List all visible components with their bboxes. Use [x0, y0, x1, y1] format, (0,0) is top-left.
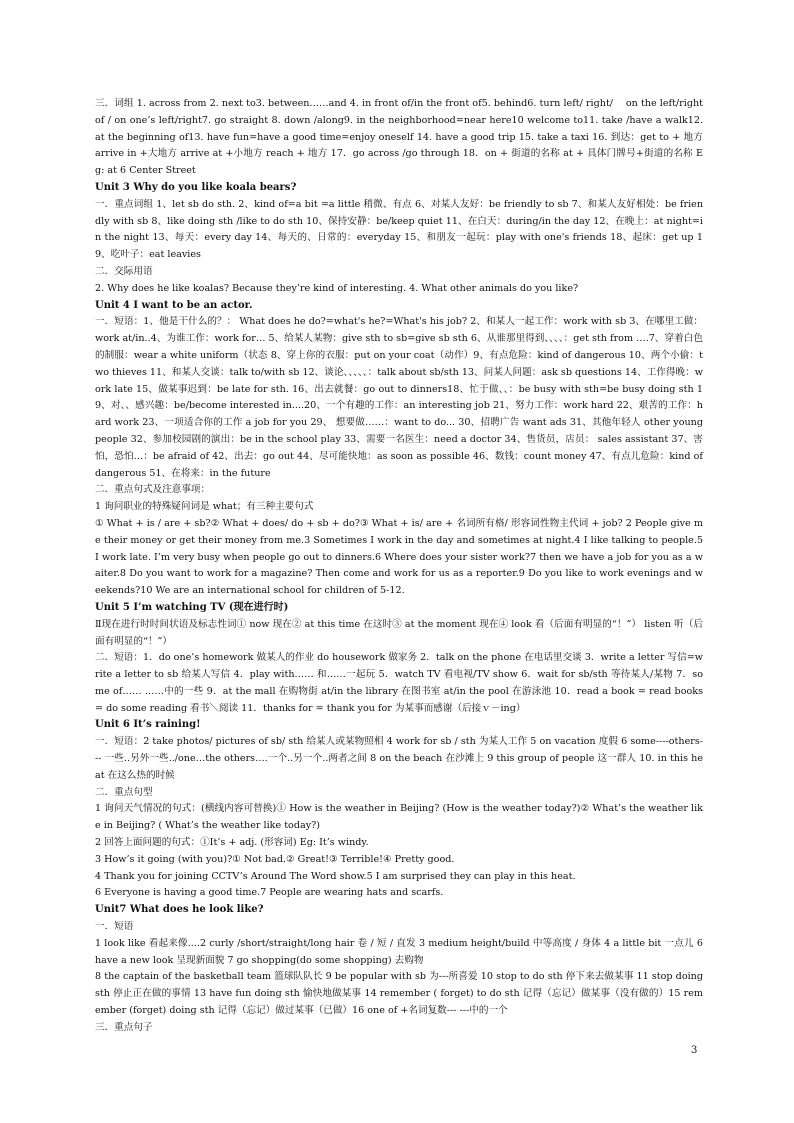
paragraph: ① What + is / are + sb?② What + does/ do + sb + do?③ What + is/ are + 名词所有格/ 形容词性物主代词 + job? 2 People give me their money or get their money from me.3 Sometimes I work in the day and sometimes at night.4 I like talking to people.5 I work late. I’m very busy when people go out to dinners.6 Where does your sister work?7 then we have a job for you as a waiter.8 Do you want to work for a magazine? Then come and work for us as a reporter.9 Do you like to work evenings and weekends?10 We are an international school for children of 5-12.: [95, 517, 703, 597]
section-heading: 三．重点句子: [95, 1021, 153, 1033]
paragraph: 一．短语：1、他是干什么的？： What does he do?=what's he?=What's his job? 2、和某人一起工作：work with sb 3、在哪里工做：work at/in..4、为谁工作：work for… 5、给某人某物：give sth to sb=give sb sth 6、从谁那里得到、、、、：get sth from ….7、穿着白色的制服：wear a white uniform（状态 8、穿上你的衣服：put on your coat（动作）9、有点危险：kind of dangerous 10、两个小偷：two thieves 11、和某人交谈：talk to/with sb 12、谈论、、、、、：talk about sb/sth 13、问某人问题：ask sb questions 14、工作得晚：work late 15、做某事迟到：be late for sth. 16、出去就餐：go out to dinners18、忙于做、、：be busy with sth=be busy doing sth 19、对、、感兴趣：be/become interested in....20、一个有趣的工作：an interesting job 21、努力工作：work hard 22、艰苦的工作：hard work 23、一项适合你的工作 a job for you 29、 想要做……：want to do... 30、招聘广告 want ads 31、其他年轻人 other young people 32、参加校园剧的演出：be in the school play 33、需要一名医生：need a doctor 34、售货员，店员： sales assistant 37、害怕，恐怕…：be afraid of 42、出去：go out 44、尽可能快地：as soon as possible 46、数钱：count money 47、有点儿危险：kind of dangerous 51、在将来：in the future: [95, 316, 703, 479]
unit-heading: Unit 4 I want to be an actor.: [95, 299, 253, 311]
paragraph: 2. Why does he like koalas? Because they’re kind of interesting. 4. What other animals do you like?: [95, 282, 579, 294]
unit-heading: Unit 6 It’s raining!: [95, 719, 201, 731]
paragraph: 3 How’s it going (with you)?① Not bad.② Great!③ Terrible!④ Pretty good.: [95, 853, 455, 865]
paragraph: 一．短语：2 take photos/ pictures of sb/ sth 给某人或某物照相 4 work for sb / sth 为某人工作 5 on vacation 度假 6 some----others--- 一些..另外一些../one…the others….一个..另一个..两者之间 8 on the beach 在沙滩上 9 this group of people 这一群人 10. in this heat 在这么热的时候: [95, 736, 703, 781]
paragraph: 一．重点词组 1、let sb do sth. 2、kind of=a bit =a little 稍微、有点 6、对某人友好：be friendly to sb 7、和某人友好相处：be friendly with sb 8、like doing sth /like to do sth 10、保持安静：be/keep quiet 11、在白天：during/in the day 12、在晚上：at night=in the night 13、每天：every day 14、每天的、日常的：everyday 15、和朋友一起玩：play with one's friends 18、起床：get up 19、吃叶子：eat leavies: [95, 198, 703, 261]
section-heading: 二．重点句型: [95, 786, 153, 798]
paragraph: 8 the captain of the basketball team 篮球队队长 9 be popular with sb 为---所喜爱 10 stop to do sth 停下来去做某事 11 stop doing sth 停止正在做的事情 13 have fun doing sth 愉快地做某事 14 remember ( forget) to do sth 记得（忘记）做某事（没有做的）15 remember (forget) doing sth 记得（忘记）做过某事（已做）16 one of +名词复数--- ---中的一个: [95, 971, 703, 1017]
section-heading: 1 询问职业的特殊疑问词是 what；有三种主要句式: [95, 501, 314, 513]
section-heading: 二．交际用语: [95, 265, 153, 277]
page-number: 3: [691, 1045, 698, 1056]
paragraph: 二．短语：1．do one’s homework 做某人的作业 do housework 做家务 2．talk on the phone 在电话里交谈 3．write a letter 写信=write a letter to sb 给某人写信 4．play with…… 和……一起玩 5．watch TV 看电视/TV show 6．wait for sb/sth 等待某人/某物 7．some of…… ……中的一些 9．at the mall 在购物街 at/in the library 在图书室 at/in the pool 在游泳池 10．read a book = read books = do some reading 看书＼阅读 11．thanks for = thank you for 为某事而感谢（后接ｖ－ing）: [95, 652, 703, 714]
paragraph: Ⅱ现在进行时时间状语及标志性词① now 现在② at this time 在这时③ at the moment 现在④ look 看（后面有明显的“！”） listen 听（后面有明显的“！”）: [95, 618, 703, 647]
paragraph: 1 look like 看起来像....2 curly /short/straight/long hair 卷 / 短 / 直发 3 medium height/build 中等高度 / 身体 4 a little bit 一点儿 6 have a new look 呈现新面貌 7 go shopping(do some shopping) 去购物: [95, 937, 703, 966]
paragraph: 三．词组 1. across from 2. next to3. between……and 4. in front of/in the front of5. behind6. turn left/ right/ on the left/right of / on one’s left/right7. go straight 8. down /along9. in the neighborhood=near here10 welcome to11. take /have a walk12. at the beginning of13. have fun=have a good time=enjoy oneself 14. have a good trip 15. take a taxi 16. 到达：get to + 地方 arrive in +大地方 arrive at +小地方 reach + 地方 17．go across /go through 18．on + 街道的名称 at + 具体门牌号+街道的名称 Eg: at 6 Center Street: [95, 98, 703, 177]
paragraph: 2 回答上面问题的句式：①It’s + adj. (形容词) Eg: It’s windy.: [95, 837, 369, 849]
section-heading: 一．短语: [95, 921, 134, 933]
unit-heading: Unit 5 I’m watching TV (现在进行时): [95, 601, 289, 613]
document-body: [95, 96, 703, 1037]
paragraph: 6 Everyone is having a good time.7 People are wearing hats and scarfs.: [95, 887, 444, 899]
paragraph: 4 Thank you for joining CCTV’s Around The Word show.5 I am surprised they can play in this heat.: [95, 870, 576, 882]
unit-heading: Unit7 What does he look like?: [95, 904, 264, 916]
paragraph: 1 询问天气情况的句式：(横线内容可替换)① How is the weather in Beijing? (How is the weather today?)② What’s the weather like in Beijing? ( What’s the weather like today?): [95, 803, 703, 832]
section-heading: 二．重点句式及注意事项：: [95, 484, 211, 496]
unit-heading: Unit 3 Why do you like koala bears?: [95, 181, 297, 193]
